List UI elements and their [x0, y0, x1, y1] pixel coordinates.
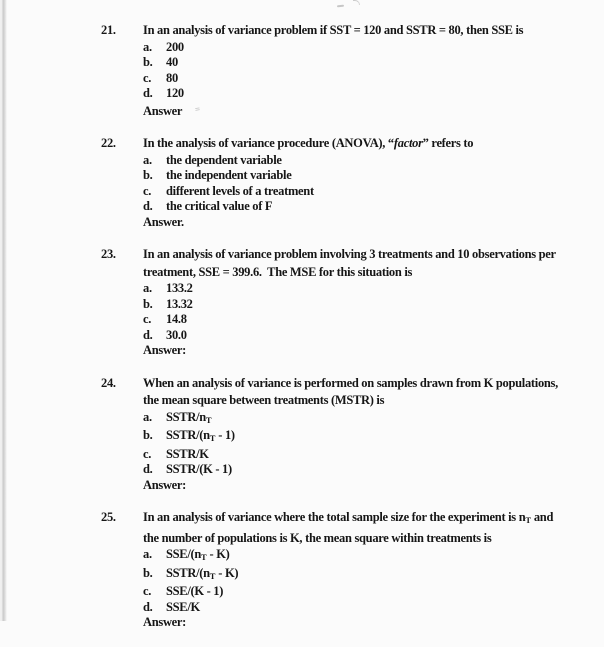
text-segment: 120	[166, 86, 184, 100]
text-segment: the critical value of F	[166, 199, 273, 213]
option-row	[143, 462, 601, 478]
text-segment: treatment, SSE = 399.6. The MSE for this situation is	[143, 264, 413, 279]
option-letter: a.	[143, 547, 152, 561]
text-segment: 80	[166, 70, 178, 85]
option-text	[166, 153, 282, 167]
text-segment: 14.8	[166, 312, 187, 326]
option-letter: d.	[143, 327, 153, 342]
option-letter: c.	[143, 446, 152, 461]
question-number: 25.	[101, 510, 116, 524]
question-body	[143, 509, 601, 631]
option-text	[166, 184, 314, 198]
option-text	[166, 40, 184, 54]
option-text	[166, 447, 209, 461]
option-text	[166, 168, 291, 182]
option-row	[143, 328, 601, 344]
question-block-24	[101, 375, 601, 494]
option-letter: b.	[143, 296, 153, 311]
question-body	[143, 375, 601, 494]
option-letter: b.	[143, 55, 153, 69]
option-row	[143, 312, 601, 328]
option-text	[166, 584, 223, 598]
question-list	[101, 22, 601, 647]
option-row	[143, 153, 601, 169]
text-segment: - K)	[215, 565, 239, 580]
option-row	[143, 40, 601, 56]
option-letter: b.	[143, 168, 153, 182]
text-segment: 30.0	[166, 327, 187, 342]
option-text	[166, 71, 178, 85]
answer-label-text: Answer	[143, 103, 183, 118]
text-segment: When an analysis of variance is performed on samples drawn from K populations,	[143, 375, 558, 390]
option-text	[166, 281, 193, 295]
option-row	[143, 297, 601, 313]
text-segment: SSTR/(K - 1)	[166, 462, 232, 476]
text-segment: 133.2	[166, 281, 193, 295]
option-text	[166, 297, 193, 311]
subscript-text: T	[525, 515, 532, 525]
subscript-text: T	[209, 433, 216, 443]
option-text	[166, 410, 212, 424]
option-row	[143, 184, 601, 200]
text-segment: SSTR/(n	[166, 428, 210, 442]
option-row	[143, 600, 601, 616]
text-segment: the dependent variable	[166, 152, 282, 167]
question-body	[143, 22, 601, 119]
option-row	[143, 566, 601, 585]
text-segment: In an analysis of variance problem involving 3 treatments and 10 observations per	[143, 247, 556, 261]
prompt-line	[143, 264, 601, 282]
option-text	[166, 566, 238, 580]
question-number: 23.	[101, 247, 116, 261]
prompt-line	[143, 246, 601, 264]
text-segment: In an analysis of variance problem if SST = 120 and SSTR = 80, then SSE is	[143, 23, 524, 37]
text-segment: and	[531, 510, 554, 524]
question-block-21	[101, 22, 601, 119]
text-segment: 13.32	[166, 296, 193, 311]
text-segment: the independent variable	[166, 168, 292, 182]
question-body	[143, 246, 601, 359]
text-segment: 200	[166, 39, 184, 54]
answer-label-text: Answer.	[143, 214, 184, 229]
option-letter: a.	[143, 152, 152, 167]
option-text	[166, 328, 187, 342]
text-segment: SSTR/K	[166, 446, 209, 461]
text-segment: SSE/(K - 1)	[166, 584, 224, 598]
option-letter: d.	[143, 599, 153, 614]
prompt-line	[143, 530, 601, 548]
option-text	[166, 547, 230, 561]
option-row	[143, 71, 601, 87]
question-prompt	[143, 246, 601, 281]
option-row	[143, 168, 601, 184]
scan-speck-artifact	[353, 0, 360, 5]
question-prompt	[143, 135, 601, 153]
answer-label	[143, 215, 601, 231]
option-row	[143, 55, 601, 71]
scan-speck-artifact	[337, 5, 344, 8]
text-segment: In the analysis of variance procedure (ANOVA), “	[143, 136, 394, 150]
prompt-line	[143, 509, 601, 530]
option-text	[166, 312, 187, 326]
answer-label	[143, 343, 601, 359]
option-letter: d.	[143, 199, 153, 213]
text-segment: In an analysis of variance where the total sample size for the experiment is n	[143, 510, 526, 524]
prompt-line	[143, 135, 601, 153]
question-prompt	[143, 375, 601, 410]
option-text	[166, 86, 184, 100]
answer-label-text: Answer:	[143, 343, 187, 357]
scan-edge-artifact	[0, 0, 7, 621]
option-row	[143, 447, 601, 463]
option-letter: a.	[143, 409, 152, 424]
question-block-23	[101, 246, 601, 359]
text-segment: SSTR/n	[166, 409, 206, 424]
option-row	[143, 547, 601, 566]
prompt-line	[143, 392, 601, 410]
option-text	[166, 462, 232, 476]
option-letter: b.	[143, 428, 153, 442]
option-row	[143, 199, 601, 215]
option-letter: a.	[143, 281, 152, 295]
answer-label-text: Answer:	[143, 615, 187, 629]
answer-label	[143, 615, 601, 631]
question-number: 22.	[101, 136, 116, 150]
text-segment: SSE/(n	[166, 547, 202, 561]
subscript-text: T	[205, 414, 212, 425]
option-letter: a.	[143, 39, 152, 54]
option-text	[166, 199, 272, 213]
prompt-line	[143, 375, 601, 393]
question-prompt	[143, 509, 601, 547]
prompt-line	[143, 22, 601, 40]
question-number: 21.	[101, 23, 116, 37]
subscript-text: T	[209, 570, 216, 581]
option-row	[143, 281, 601, 297]
text-segment: different levels of a treatment	[166, 183, 314, 198]
question-block-22	[101, 135, 601, 230]
option-letter: d.	[143, 86, 153, 100]
text-segment: SSE/K	[166, 599, 200, 614]
text-segment: - 1)	[215, 428, 235, 442]
text-segment: 40	[166, 55, 178, 69]
option-letter: c.	[143, 584, 152, 598]
option-letter: c.	[143, 183, 152, 198]
question-block-25	[101, 509, 601, 631]
subscript-text: T	[201, 552, 207, 562]
option-row	[143, 584, 601, 600]
text-segment: the mean square between treatments (MSTR) is	[143, 393, 385, 407]
text-segment: - K)	[206, 547, 230, 561]
option-text	[166, 600, 200, 614]
answer-label	[143, 478, 601, 494]
option-text	[166, 55, 178, 69]
option-row	[143, 410, 601, 429]
option-letter: c.	[143, 70, 152, 85]
question-number: 24.	[101, 375, 116, 390]
emphasized-text: factor	[393, 136, 423, 150]
text-segment: ” refers to	[422, 136, 474, 150]
answer-label-text: Answer:	[143, 477, 187, 492]
option-row	[143, 428, 601, 447]
text-segment: SSTR/(n	[166, 565, 210, 580]
option-text	[166, 428, 235, 442]
text-segment: the number of populations is K, the mean square within treatments is	[143, 530, 492, 545]
option-letter: b.	[143, 565, 153, 580]
question-body	[143, 135, 601, 230]
question-prompt	[143, 22, 601, 40]
option-letter: c.	[143, 312, 152, 326]
scan-smudge-artifact: =	[194, 103, 201, 114]
option-row	[143, 86, 601, 102]
option-letter: d.	[143, 462, 153, 476]
answer-label	[143, 102, 601, 120]
